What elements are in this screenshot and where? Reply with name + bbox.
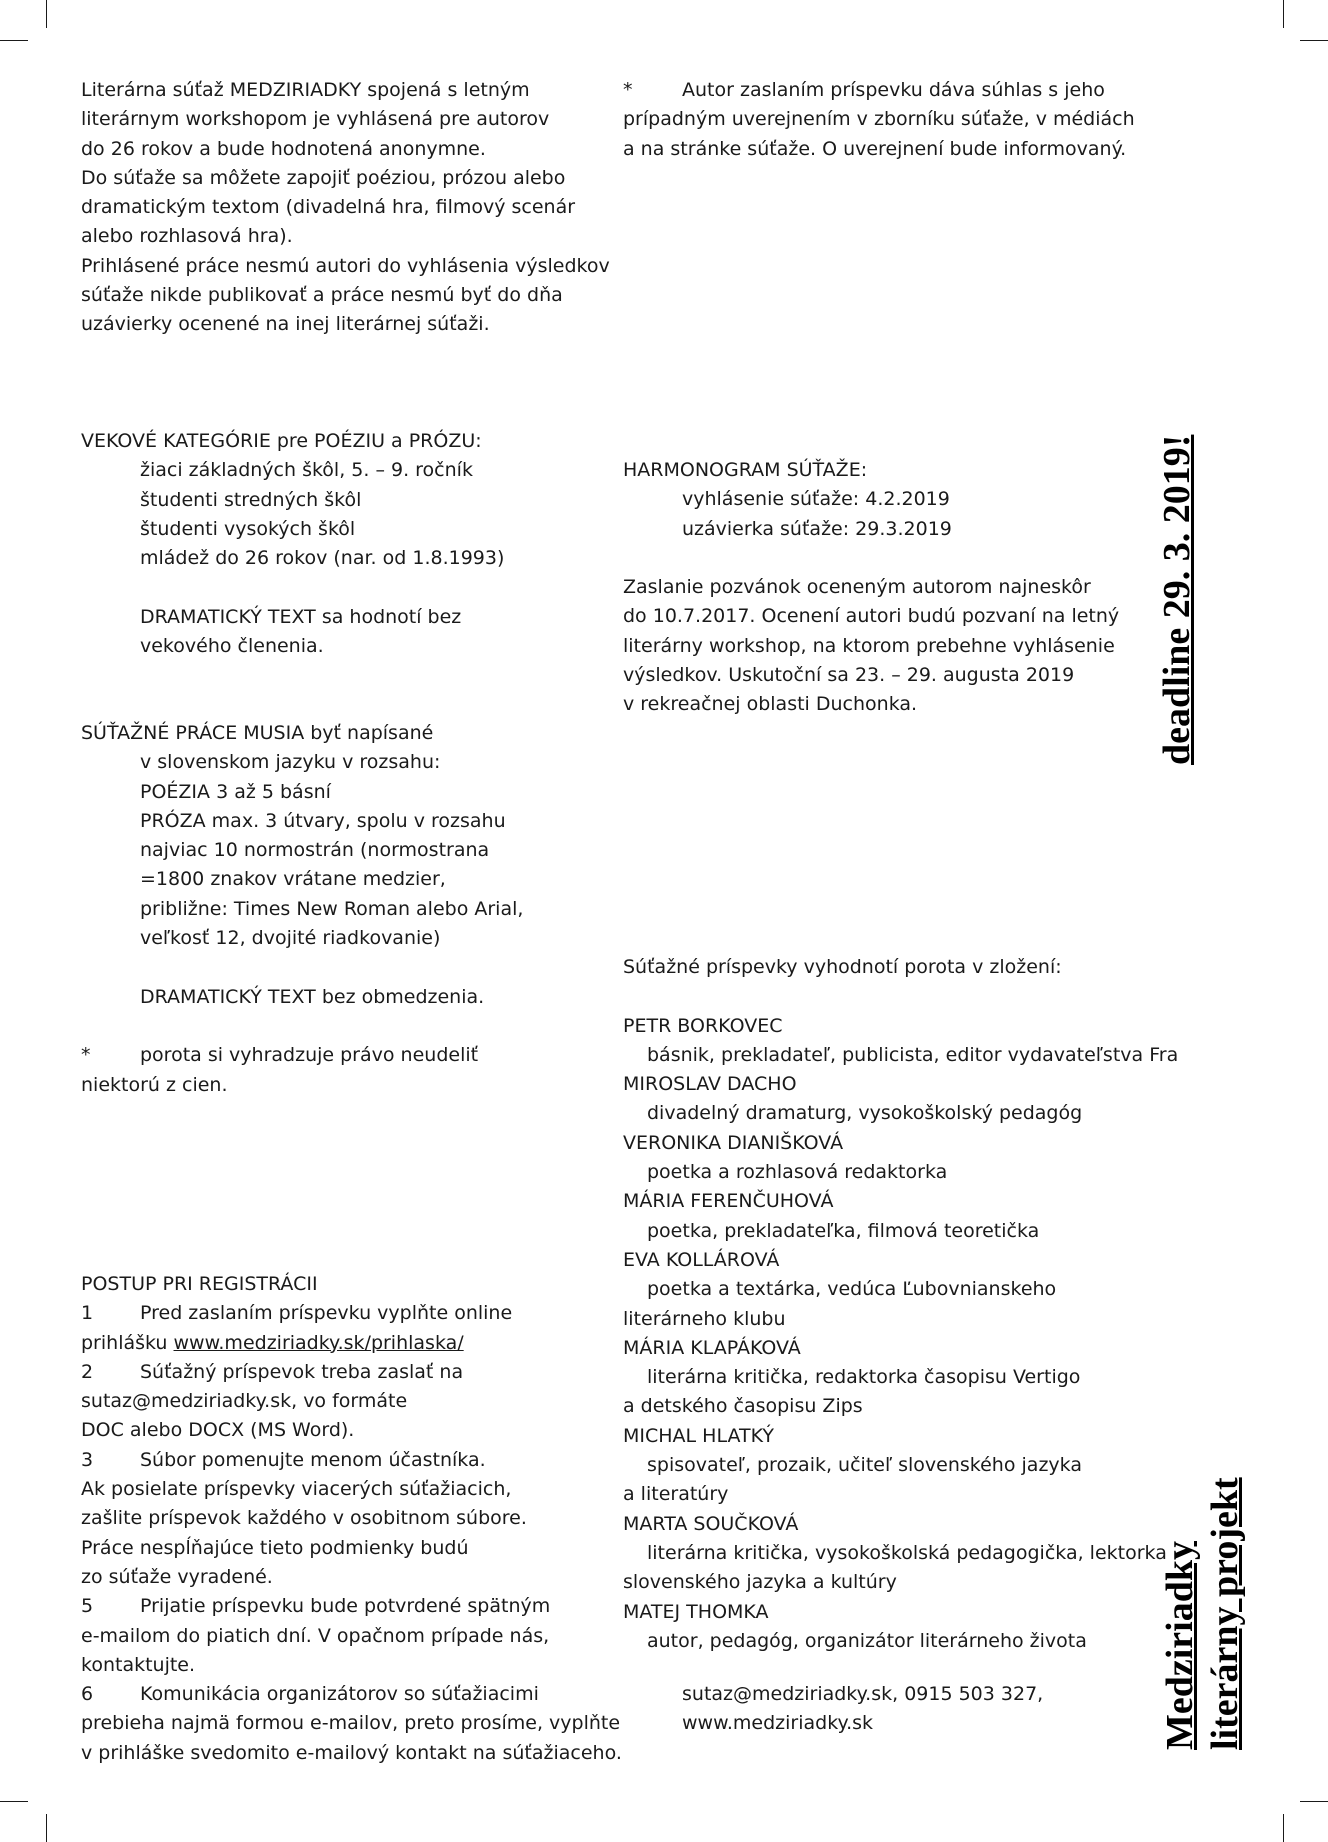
step-3-text-cont: zašlite príspevok každého v osobitnom súbore. bbox=[81, 1507, 527, 1530]
deadline-vertical-label: deadline 29. 3. 2019! bbox=[1156, 434, 1198, 765]
invitations-line: do 10.7.2017. Ocenení autori budú pozvaní na letný bbox=[623, 605, 1120, 628]
jury-member-desc: básnik, prekladateľ, publicista, editor vydavateľstva Fra bbox=[647, 1043, 1179, 1066]
jury-member-desc: autor, pedagóg, organizátor literárneho života bbox=[647, 1629, 1087, 1652]
requirements-section bbox=[81, 719, 523, 1100]
jury-member-name: PETR BORKOVEC bbox=[623, 1014, 783, 1037]
invitations-line: výsledkov. Uskutoční sa 23. – 29. augusta 2019 bbox=[623, 663, 1075, 686]
jury-member-name: MATEJ THOMKA bbox=[623, 1600, 769, 1623]
jury-note-first: porota si vyhradzuje právo neudeliť bbox=[140, 1044, 479, 1067]
jury-member-desc: poetka a textárka, vedúca Ľubovnianskeho bbox=[647, 1278, 1057, 1301]
step-5-text-cont: e-mailom do piatich dní. V opačnom prípade nás, bbox=[81, 1624, 550, 1647]
intro-line: alebo rozhlasová hra). bbox=[81, 225, 293, 248]
crop-mark-top-right-v bbox=[1283, 0, 1284, 28]
crop-mark-bottom-left-h bbox=[0, 1801, 28, 1802]
requirements-item: v slovenskom jazyku v rozsahu: bbox=[140, 751, 441, 774]
step-number: 1 bbox=[81, 1302, 94, 1325]
brand-subtitle: literárny projekt bbox=[1204, 1477, 1246, 1750]
step-number: 6 bbox=[81, 1683, 94, 1706]
step-5-text-cont: kontaktujte. bbox=[81, 1653, 196, 1676]
jury-member-desc-cont: a detského časopisu Zips bbox=[623, 1395, 863, 1418]
consent-first-line: Autor zaslaním príspevku dáva súhlas s jeho bbox=[682, 79, 1105, 101]
step-3-text-cont: Práce nespĺňajúce tieto podmienky budú bbox=[81, 1536, 469, 1559]
brand-name: Medziriadky bbox=[1159, 1541, 1201, 1750]
intro-line: Prihlásené práce nesmú autori do vyhlásenia výsledkov bbox=[81, 254, 610, 277]
jury-member-desc-cont: literárneho klubu bbox=[623, 1307, 786, 1330]
schedule-section bbox=[623, 456, 952, 544]
crop-mark-bottom-left-v bbox=[46, 1814, 47, 1842]
jury-member-name: MARTA SOUČKOVÁ bbox=[623, 1512, 799, 1535]
requirements-item: najviac 10 normostrán (normostrana bbox=[140, 839, 490, 862]
registration-heading: POSTUP PRI REGISTRÁCII bbox=[81, 1273, 318, 1295]
invitations-line: literárny workshop, na ktorom prebehne vyhlásenie bbox=[623, 634, 1115, 657]
requirements-item: =1800 znakov vrátane medzier, bbox=[140, 868, 446, 891]
step-6-text-cont: v prihláške svedomito e-mailový kontakt na súťažiaceho. bbox=[81, 1741, 622, 1764]
schedule-item: vyhlásenie súťaže: 4.2.2019 bbox=[682, 488, 950, 511]
jury-member-desc: literárna kritička, redaktorka časopisu Vertigo bbox=[647, 1366, 1081, 1389]
contact-website: www.medziriadky.sk bbox=[682, 1712, 874, 1735]
step-2-text-cont: DOC alebo DOCX (MS Word). bbox=[81, 1419, 355, 1442]
step-3-text-cont: zo súťaže vyradené. bbox=[81, 1565, 273, 1588]
requirements-item: približne: Times New Roman alebo Arial, bbox=[140, 897, 524, 920]
registration-section bbox=[81, 1270, 622, 1768]
jury-member-name: VERONIKA DIANIŠKOVÁ bbox=[623, 1131, 844, 1154]
step-3-text-cont: Ak posielate príspevky viacerých súťažiacich, bbox=[81, 1478, 512, 1501]
brand-vertical-label bbox=[1158, 1430, 1248, 1750]
jury-member-name: MIROSLAV DACHO bbox=[623, 1073, 797, 1096]
consent-asterisk: * bbox=[623, 79, 633, 101]
requirements-item: POÉZIA 3 až 5 básní bbox=[140, 780, 331, 803]
age-category-item: študenti vysokých škôl bbox=[140, 517, 356, 540]
schedule-heading: HARMONOGRAM SÚŤAŽE: bbox=[623, 459, 868, 481]
step-2-text-cont: sutaz@medziriadky.sk, vo formáte bbox=[81, 1390, 408, 1413]
age-categories-heading: VEKOVÉ KATEGÓRIE pre POÉZIU a PRÓZU: bbox=[81, 430, 482, 452]
step-number: 3 bbox=[81, 1448, 94, 1471]
age-categories-section bbox=[81, 427, 504, 661]
crop-mark-bottom-right-h bbox=[1300, 1801, 1328, 1802]
age-category-item: mládež do 26 rokov (nar. od 1.8.1993) bbox=[140, 547, 505, 570]
registration-form-link[interactable]: www.medziriadky.sk/prihlaska/ bbox=[173, 1331, 464, 1354]
intro-line: dramatickým textom (divadelná hra, filmový scenár bbox=[81, 196, 576, 219]
crop-mark-top-left-v bbox=[46, 0, 47, 28]
requirements-heading: SÚŤAŽNÉ PRÁCE MUSIA byť napísané bbox=[81, 722, 434, 744]
jury-member-desc: spisovateľ, prozaik, učiteľ slovenského jazyka bbox=[647, 1454, 1082, 1477]
invitations-line: v rekreačnej oblasti Duchonka. bbox=[623, 693, 918, 716]
step-6-text-cont: prebieha najmä formou e-mailov, preto prosíme, vyplňte bbox=[81, 1712, 621, 1735]
step-1-text-cont: prihlášku bbox=[81, 1331, 174, 1354]
crop-mark-top-right-h bbox=[1300, 40, 1328, 41]
requirements-item: veľkosť 12, dvojité riadkovanie) bbox=[140, 927, 441, 950]
jury-note-second: niektorú z cien. bbox=[81, 1073, 228, 1096]
step-1-text: Pred zaslaním príspevku vyplňte online bbox=[140, 1302, 513, 1325]
step-5-text: Prijatie príspevku bude potvrdené spätným bbox=[140, 1595, 551, 1618]
crop-mark-bottom-right-v bbox=[1283, 1814, 1284, 1842]
jury-member-name: MICHAL HLATKÝ bbox=[623, 1424, 774, 1447]
step-number: 2 bbox=[81, 1360, 94, 1383]
step-2-text: Súťažný príspevok treba zaslať na bbox=[140, 1360, 464, 1383]
drama-limit-note: DRAMATICKÝ TEXT bez obmedzenia. bbox=[140, 985, 485, 1008]
jury-heading: Súťažné príspevky vyhodnotí porota v zložení: bbox=[623, 956, 1062, 978]
intro-line: do 26 rokov a bude hodnotená anonymne. bbox=[81, 137, 486, 160]
jury-member-desc: literárna kritička, vysokoškolská pedagogička, lektorka bbox=[647, 1541, 1167, 1564]
invitations-line: Zaslanie pozvánok oceneným autorom najneskôr bbox=[623, 576, 1091, 598]
jury-member-desc-cont: slovenského jazyka a kultúry bbox=[623, 1571, 897, 1594]
requirements-item: PRÓZA max. 3 útvary, spolu v rozsahu bbox=[140, 809, 506, 832]
jury-member-name: MÁRIA FERENČUHOVÁ bbox=[623, 1190, 834, 1213]
age-category-item: študenti stredných škôl bbox=[140, 488, 362, 511]
schedule-item: uzávierka súťaže: 29.3.2019 bbox=[682, 517, 952, 540]
jury-member-name: EVA KOLLÁROVÁ bbox=[623, 1248, 780, 1271]
jury-note-asterisk: * bbox=[81, 1044, 91, 1067]
contact-email-phone: sutaz@medziriadky.sk, 0915 503 327, bbox=[682, 1683, 1044, 1705]
crop-mark-top-left-h bbox=[0, 40, 28, 41]
consent-line: a na stránke súťaže. O uverejnení bude informovaný. bbox=[623, 137, 1127, 160]
intro-paragraph bbox=[81, 76, 610, 340]
step-3-text: Súbor pomenujte menom účastníka. bbox=[140, 1448, 486, 1471]
intro-line: súťaže nikde publikovať a práce nesmú byť do dňa bbox=[81, 284, 563, 307]
intro-line: uzávierky ocenené na inej literárnej súťaži. bbox=[81, 313, 490, 336]
invitations-paragraph bbox=[623, 573, 1119, 719]
consent-note bbox=[623, 76, 1135, 164]
contact-block bbox=[682, 1680, 1043, 1739]
drama-age-note: vekového členenia. bbox=[140, 635, 324, 658]
jury-member-desc-cont: a literatúry bbox=[623, 1483, 729, 1506]
jury-member-desc: divadelný dramaturg, vysokoškolský pedagóg bbox=[647, 1102, 1083, 1125]
intro-line: Do súťaže sa môžete zapojiť poéziou, prózou alebo bbox=[81, 166, 566, 189]
consent-line: prípadným uverejnením v zborníku súťaže, v médiách bbox=[623, 108, 1135, 131]
age-category-item: žiaci základných škôl, 5. – 9. ročník bbox=[140, 459, 473, 482]
jury-section bbox=[623, 953, 1178, 1656]
jury-member-desc: poetka, prekladateľka, filmová teoretička bbox=[647, 1219, 1040, 1242]
step-6-text: Komunikácia organizátorov so súťažiacimi bbox=[140, 1683, 539, 1706]
drama-age-note: DRAMATICKÝ TEXT sa hodnotí bez bbox=[140, 605, 462, 628]
jury-member-name: MÁRIA KLAPÁKOVÁ bbox=[623, 1336, 801, 1359]
intro-line: literárnym workshopom je vyhlásená pre autorov bbox=[81, 108, 550, 131]
step-number: 5 bbox=[81, 1595, 94, 1618]
intro-line: Literárna súťaž MEDZIRIADKY spojená s letným bbox=[81, 79, 530, 101]
jury-member-desc: poetka a rozhlasová redaktorka bbox=[647, 1161, 948, 1184]
